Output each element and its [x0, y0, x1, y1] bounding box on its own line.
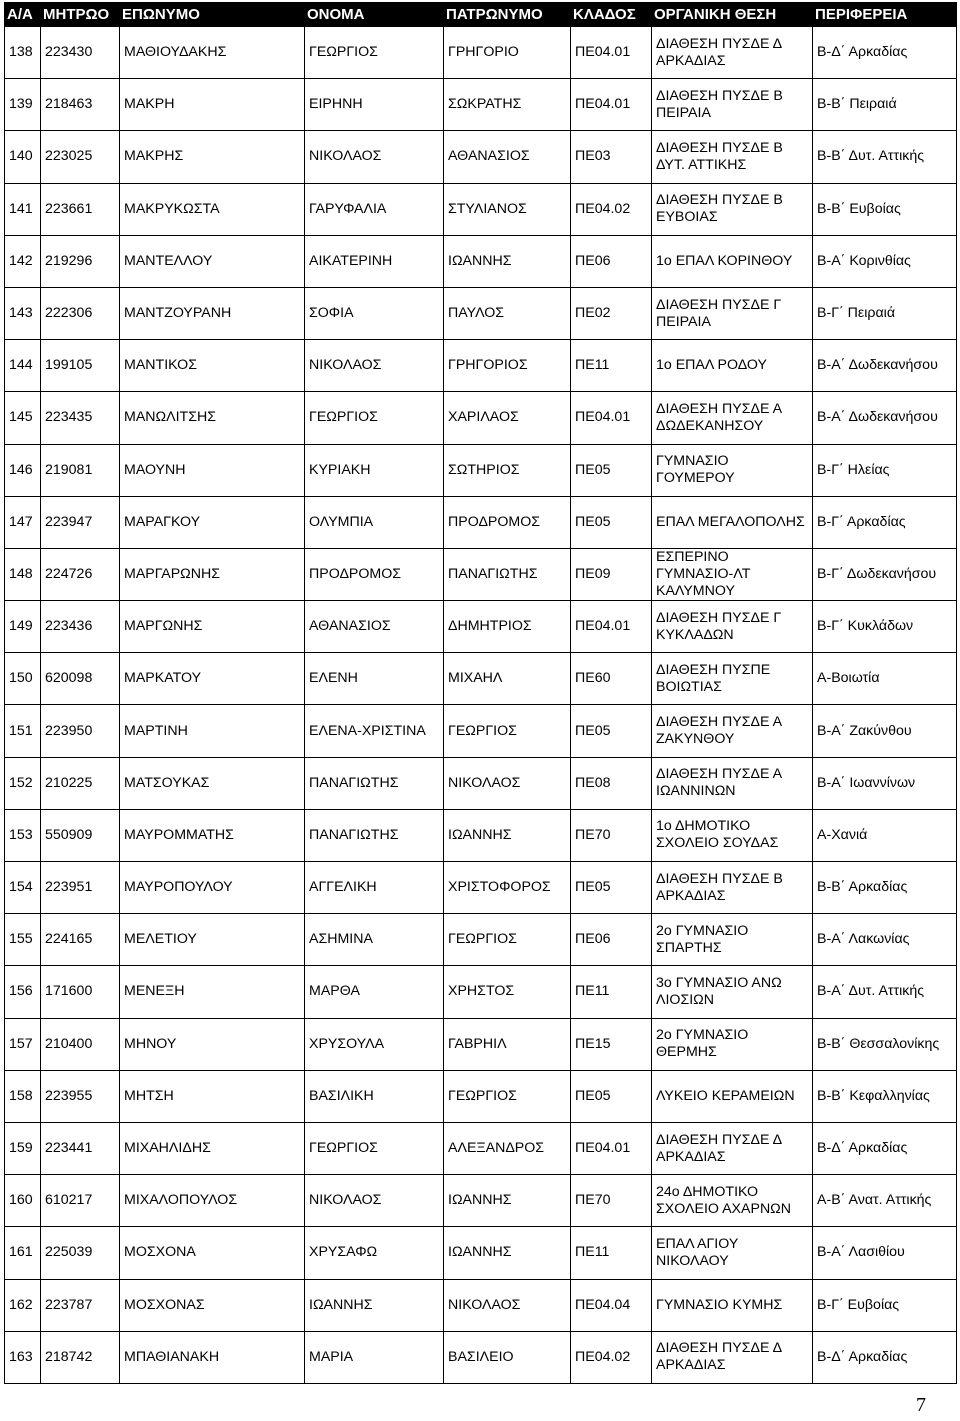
region-cell: Β-Β΄ Θεσσαλονίκης: [813, 1018, 957, 1070]
organic-position-cell: 2ο ΓΥΜΝΑΣΙΟ ΣΠΑΡΤΗΣ: [652, 914, 813, 966]
specialty-cell: ΠΕ05: [571, 444, 652, 496]
surname-cell: ΜΙΧΑΗΛΙΔΗΣ: [120, 1122, 305, 1174]
specialty-cell: ΠΕ05: [571, 1070, 652, 1122]
first-name-cell: ΕΛΕΝΗ: [305, 653, 444, 705]
father-name-cell: ΙΩΑΝΝΗΣ: [444, 235, 571, 287]
organic-position-cell: ΔΙΑΘΕΣΗ ΠΥΣΔΕ Β ΕΥΒΟΙΑΣ: [652, 183, 813, 235]
organic-position-cell: ΔΙΑΘΕΣΗ ΠΥΣΔΕ Β ΑΡΚΑΔΙΑΣ: [652, 862, 813, 914]
organic-position-cell: ΔΙΑΘΕΣΗ ΠΥΣΔΕ Β ΔΥΤ. ΑΤΤΙΚΗΣ: [652, 131, 813, 183]
first-name-cell: ΠΡΟΔΡΟΜΟΣ: [305, 548, 444, 600]
organic-position-cell: ΔΙΑΘΕΣΗ ΠΥΣΔΕ Α ΖΑΚΥΝΘΟΥ: [652, 705, 813, 757]
father-name-cell: ΧΑΡΙΛΑΟΣ: [444, 392, 571, 444]
row-number-cell: 157: [5, 1018, 41, 1070]
father-name-cell: ΣΤΥΛΙΑΝΟΣ: [444, 183, 571, 235]
registry-number-cell: 222306: [41, 287, 120, 339]
registry-number-cell: 550909: [41, 809, 120, 861]
father-name-cell: ΓΡΗΓΟΡΙΟ: [444, 27, 571, 79]
row-number-cell: 155: [5, 914, 41, 966]
surname-cell: ΜΑΟΥΝΗ: [120, 444, 305, 496]
region-cell: Β-Β΄ Αρκαδίας: [813, 862, 957, 914]
organic-position-cell: 1ο ΕΠΑΛ ΡΟΔΟΥ: [652, 340, 813, 392]
specialty-cell: ΠΕ70: [571, 1175, 652, 1227]
table-row: [5, 1227, 957, 1279]
row-number-cell: 141: [5, 183, 41, 235]
specialty-cell: ΠΕ04.04: [571, 1279, 652, 1331]
registry-number-cell: 224165: [41, 914, 120, 966]
surname-cell: ΜΕΛΕΤΙΟΥ: [120, 914, 305, 966]
father-name-cell: ΣΩΤΗΡΙΟΣ: [444, 444, 571, 496]
organic-position-cell: 1ο ΕΠΑΛ ΚΟΡΙΝΘΟΥ: [652, 235, 813, 287]
region-cell: Β-Α΄ Δυτ. Αττικής: [813, 966, 957, 1018]
surname-cell: ΜΑΥΡΟΠΟΥΛΟΥ: [120, 862, 305, 914]
region-cell: Α-Βοιωτία: [813, 653, 957, 705]
row-number-cell: 149: [5, 601, 41, 653]
father-name-cell: ΧΡΗΣΤΟΣ: [444, 966, 571, 1018]
father-name-cell: ΙΩΑΝΝΗΣ: [444, 1227, 571, 1279]
surname-cell: ΜΑΘΙΟΥΔΑΚΗΣ: [120, 27, 305, 79]
row-number-cell: 153: [5, 809, 41, 861]
specialty-cell: ΠΕ04.02: [571, 1331, 652, 1383]
specialty-cell: ΠΕ11: [571, 966, 652, 1018]
surname-cell: ΜΑΝΩΛΙΤΣΗΣ: [120, 392, 305, 444]
registry-number-cell: 223661: [41, 183, 120, 235]
first-name-cell: ΟΛΥΜΠΙΑ: [305, 496, 444, 548]
father-name-cell: ΠΡΟΔΡΟΜΟΣ: [444, 496, 571, 548]
row-number-cell: 156: [5, 966, 41, 1018]
registry-number-cell: 223435: [41, 392, 120, 444]
registry-number-cell: 171600: [41, 966, 120, 1018]
father-name-cell: ΓΑΒΡΗΙΛ: [444, 1018, 571, 1070]
surname-cell: ΜΗΤΣΗ: [120, 1070, 305, 1122]
table-row: [5, 914, 957, 966]
first-name-cell: ΜΑΡΙΑ: [305, 1331, 444, 1383]
organic-position-cell: ΔΙΑΘΕΣΗ ΠΥΣΔΕ Γ ΠΕΙΡΑΙΑ: [652, 287, 813, 339]
column-header: ΟΝΟΜΑ: [305, 2, 444, 27]
surname-cell: ΜΑΚΡΥΚΩΣΤΑ: [120, 183, 305, 235]
surname-cell: ΜΑΚΡΗ: [120, 79, 305, 131]
registry-number-cell: 224726: [41, 548, 120, 600]
surname-cell: ΜΕΝΕΞΗ: [120, 966, 305, 1018]
organic-position-cell: ΓΥΜΝΑΣΙΟ ΚΥΜΗΣ: [652, 1279, 813, 1331]
first-name-cell: ΝΙΚΟΛΑΟΣ: [305, 131, 444, 183]
organic-position-cell: ΕΣΠΕΡΙΝΟ ΓΥΜΝΑΣΙΟ-ΛΤ ΚΑΛΥΜΝΟΥ: [652, 548, 813, 600]
table-row: [5, 1279, 957, 1331]
first-name-cell: ΓΕΩΡΓΙΟΣ: [305, 392, 444, 444]
father-name-cell: ΔΗΜΗΤΡΙΟΣ: [444, 601, 571, 653]
registry-number-cell: 620098: [41, 653, 120, 705]
row-number-cell: 140: [5, 131, 41, 183]
region-cell: Β-Δ΄ Αρκαδίας: [813, 1331, 957, 1383]
first-name-cell: ΚΥΡΙΑΚΗ: [305, 444, 444, 496]
registry-number-cell: 223950: [41, 705, 120, 757]
specialty-cell: ΠΕ05: [571, 496, 652, 548]
first-name-cell: ΑΙΚΑΤΕΡΙΝΗ: [305, 235, 444, 287]
specialty-cell: ΠΕ02: [571, 287, 652, 339]
region-cell: Β-Α΄ Ιωαννίνων: [813, 757, 957, 809]
table-row: [5, 809, 957, 861]
specialty-cell: ΠΕ11: [571, 340, 652, 392]
table-row: [5, 131, 957, 183]
table-row: [5, 653, 957, 705]
surname-cell: ΜΑΤΣΟΥΚΑΣ: [120, 757, 305, 809]
table-row: [5, 1175, 957, 1227]
first-name-cell: ΜΑΡΘΑ: [305, 966, 444, 1018]
specialty-cell: ΠΕ04.02: [571, 183, 652, 235]
organic-position-cell: ΔΙΑΘΕΣΗ ΠΥΣΔΕ Α ΔΩΔΕΚΑΝΗΣΟΥ: [652, 392, 813, 444]
table-row: [5, 340, 957, 392]
table-row: [5, 1070, 957, 1122]
registry-number-cell: 219081: [41, 444, 120, 496]
region-cell: Β-Β΄ Κεφαλληνίας: [813, 1070, 957, 1122]
column-header: ΠΑΤΡΩΝΥΜΟ: [444, 2, 571, 27]
surname-cell: ΜΙΧΑΛΟΠΟΥΛΟΣ: [120, 1175, 305, 1227]
row-number-cell: 160: [5, 1175, 41, 1227]
specialty-cell: ΠΕ09: [571, 548, 652, 600]
surname-cell: ΜΑΝΤΖΟΥΡΑΝΗ: [120, 287, 305, 339]
region-cell: Β-Α΄ Ζακύνθου: [813, 705, 957, 757]
table-row: [5, 548, 957, 600]
first-name-cell: ΓΕΩΡΓΙΟΣ: [305, 27, 444, 79]
column-header: Α/Α: [5, 2, 41, 27]
registry-number-cell: 210400: [41, 1018, 120, 1070]
column-header: ΟΡΓΑΝΙΚΗ ΘΕΣΗ: [652, 2, 813, 27]
table-row: [5, 183, 957, 235]
first-name-cell: ΓΑΡΥΦΑΛΙΑ: [305, 183, 444, 235]
row-number-cell: 139: [5, 79, 41, 131]
registry-number-cell: 223947: [41, 496, 120, 548]
region-cell: Β-Γ΄ Αρκαδίας: [813, 496, 957, 548]
first-name-cell: ΝΙΚΟΛΑΟΣ: [305, 340, 444, 392]
region-cell: Β-Α΄ Δωδεκανήσου: [813, 392, 957, 444]
first-name-cell: ΑΘΑΝΑΣΙΟΣ: [305, 601, 444, 653]
row-number-cell: 161: [5, 1227, 41, 1279]
specialty-cell: ΠΕ08: [571, 757, 652, 809]
region-cell: Β-Β΄ Ευβοίας: [813, 183, 957, 235]
organic-position-cell: ΔΙΑΘΕΣΗ ΠΥΣΔΕ Β ΠΕΙΡΑΙΑ: [652, 79, 813, 131]
first-name-cell: ΙΩΑΝΝΗΣ: [305, 1279, 444, 1331]
region-cell: Β-Α΄ Λασιθίου: [813, 1227, 957, 1279]
row-number-cell: 148: [5, 548, 41, 600]
first-name-cell: ΧΡΥΣΟΥΛΑ: [305, 1018, 444, 1070]
surname-cell: ΜΟΣΧΟΝΑΣ: [120, 1279, 305, 1331]
column-header: ΚΛΑΔΟΣ: [571, 2, 652, 27]
father-name-cell: ΠΑΝΑΓΙΩΤΗΣ: [444, 548, 571, 600]
organic-position-cell: ΔΙΑΘΕΣΗ ΠΥΣΔΕ Δ ΑΡΚΑΔΙΑΣ: [652, 27, 813, 79]
region-cell: Β-Β΄ Δυτ. Αττικής: [813, 131, 957, 183]
table-row: [5, 705, 957, 757]
row-number-cell: 146: [5, 444, 41, 496]
specialty-cell: ΠΕ05: [571, 862, 652, 914]
table-row: [5, 1331, 957, 1383]
surname-cell: ΜΑΡΓΩΝΗΣ: [120, 601, 305, 653]
first-name-cell: ΕΛΕΝΑ-ΧΡΙΣΤΙΝΑ: [305, 705, 444, 757]
organic-position-cell: ΔΙΑΘΕΣΗ ΠΥΣΔΕ Α ΙΩΑΝΝΙΝΩΝ: [652, 757, 813, 809]
first-name-cell: ΠΑΝΑΓΙΩΤΗΣ: [305, 809, 444, 861]
registry-number-cell: 610217: [41, 1175, 120, 1227]
column-header: ΕΠΩΝΥΜΟ: [120, 2, 305, 27]
registry-number-cell: 223441: [41, 1122, 120, 1174]
father-name-cell: ΣΩΚΡΑΤΗΣ: [444, 79, 571, 131]
page-number: 7: [916, 1394, 926, 1416]
region-cell: Β-Α΄ Δωδεκανήσου: [813, 340, 957, 392]
organic-position-cell: ΛΥΚΕΙΟ ΚΕΡΑΜΕΙΩΝ: [652, 1070, 813, 1122]
surname-cell: ΜΠΑΘΙΑΝΑΚΗ: [120, 1331, 305, 1383]
first-name-cell: ΕΙΡΗΝΗ: [305, 79, 444, 131]
table-row: [5, 496, 957, 548]
organic-position-cell: 3ο ΓΥΜΝΑΣΙΟ ΑΝΩ ΛΙΟΣΙΩΝ: [652, 966, 813, 1018]
row-number-cell: 152: [5, 757, 41, 809]
specialty-cell: ΠΕ04.01: [571, 601, 652, 653]
row-number-cell: 138: [5, 27, 41, 79]
column-header: ΠΕΡΙΦΕΡΕΙΑ: [813, 2, 957, 27]
father-name-cell: ΠΑΥΛΟΣ: [444, 287, 571, 339]
table-row: [5, 392, 957, 444]
specialty-cell: ΠΕ15: [571, 1018, 652, 1070]
surname-cell: ΜΗΝΟΥ: [120, 1018, 305, 1070]
registry-number-cell: 219296: [41, 235, 120, 287]
region-cell: Β-Γ΄ Ηλείας: [813, 444, 957, 496]
region-cell: Β-Δ΄ Αρκαδίας: [813, 1122, 957, 1174]
registry-number-cell: 210225: [41, 757, 120, 809]
first-name-cell: ΝΙΚΟΛΑΟΣ: [305, 1175, 444, 1227]
column-header: ΜΗΤΡΩΟ: [41, 2, 120, 27]
father-name-cell: ΑΘΑΝΑΣΙΟΣ: [444, 131, 571, 183]
organic-position-cell: ΔΙΑΘΕΣΗ ΠΥΣΔΕ Γ ΚΥΚΛΑΔΩΝ: [652, 601, 813, 653]
row-number-cell: 163: [5, 1331, 41, 1383]
region-cell: Β-Γ΄ Ευβοίας: [813, 1279, 957, 1331]
father-name-cell: ΝΙΚΟΛΑΟΣ: [444, 1279, 571, 1331]
table-row: [5, 235, 957, 287]
row-number-cell: 159: [5, 1122, 41, 1174]
first-name-cell: ΑΓΓΕΛΙΚΗ: [305, 862, 444, 914]
table-row: [5, 757, 957, 809]
specialty-cell: ΠΕ70: [571, 809, 652, 861]
specialty-cell: ΠΕ06: [571, 235, 652, 287]
organic-position-cell: ΔΙΑΘΕΣΗ ΠΥΣΠΕ ΒΟΙΩΤΙΑΣ: [652, 653, 813, 705]
first-name-cell: ΠΑΝΑΓΙΩΤΗΣ: [305, 757, 444, 809]
surname-cell: ΜΑΝΤΙΚΟΣ: [120, 340, 305, 392]
organic-position-cell: 2ο ΓΥΜΝΑΣΙΟ ΘΕΡΜΗΣ: [652, 1018, 813, 1070]
specialty-cell: ΠΕ06: [571, 914, 652, 966]
father-name-cell: ΙΩΑΝΝΗΣ: [444, 809, 571, 861]
father-name-cell: ΓΕΩΡΓΙΟΣ: [444, 914, 571, 966]
organic-position-cell: 24ο ΔΗΜΟΤΙΚΟ ΣΧΟΛΕΙΟ ΑΧΑΡΝΩΝ: [652, 1175, 813, 1227]
father-name-cell: ΝΙΚΟΛΑΟΣ: [444, 757, 571, 809]
first-name-cell: ΣΟΦΙΑ: [305, 287, 444, 339]
registry-number-cell: 223787: [41, 1279, 120, 1331]
organic-position-cell: 1ο ΔΗΜΟΤΙΚΟ ΣΧΟΛΕΙΟ ΣΟΥΔΑΣ: [652, 809, 813, 861]
row-number-cell: 162: [5, 1279, 41, 1331]
specialty-cell: ΠΕ05: [571, 705, 652, 757]
specialty-cell: ΠΕ11: [571, 1227, 652, 1279]
organic-position-cell: ΕΠΑΛ ΑΓΙΟΥ ΝΙΚΟΛΑΟΥ: [652, 1227, 813, 1279]
region-cell: Β-Γ΄ Πειραιά: [813, 287, 957, 339]
organic-position-cell: ΓΥΜΝΑΣΙΟ ΓΟΥΜΕΡΟΥ: [652, 444, 813, 496]
specialty-cell: ΠΕ04.01: [571, 27, 652, 79]
table-row: [5, 444, 957, 496]
region-cell: Α-Β΄ Ανατ. Αττικής: [813, 1175, 957, 1227]
table-row: [5, 27, 957, 79]
surname-cell: ΜΑΡΚΑΤΟΥ: [120, 653, 305, 705]
row-number-cell: 151: [5, 705, 41, 757]
registry-number-cell: 223951: [41, 862, 120, 914]
teachers-table: [4, 2, 957, 1384]
organic-position-cell: ΕΠΑΛ ΜΕΓΑΛΟΠΟΛΗΣ: [652, 496, 813, 548]
surname-cell: ΜΑΡΓΑΡΩΝΗΣ: [120, 548, 305, 600]
father-name-cell: ΓΡΗΓΟΡΙΟΣ: [444, 340, 571, 392]
specialty-cell: ΠΕ60: [571, 653, 652, 705]
row-number-cell: 154: [5, 862, 41, 914]
first-name-cell: ΒΑΣΙΛΙΚΗ: [305, 1070, 444, 1122]
registry-number-cell: 223436: [41, 601, 120, 653]
table-header-row: [5, 2, 957, 27]
registry-number-cell: 199105: [41, 340, 120, 392]
region-cell: Β-Β΄ Πειραιά: [813, 79, 957, 131]
first-name-cell: ΓΕΩΡΓΙΟΣ: [305, 1122, 444, 1174]
surname-cell: ΜΑΚΡΗΣ: [120, 131, 305, 183]
region-cell: Β-Δ΄ Αρκαδίας: [813, 27, 957, 79]
row-number-cell: 142: [5, 235, 41, 287]
father-name-cell: ΓΕΩΡΓΙΟΣ: [444, 705, 571, 757]
registry-number-cell: 223955: [41, 1070, 120, 1122]
region-cell: Β-Γ΄ Δωδεκανήσου: [813, 548, 957, 600]
surname-cell: ΜΑΝΤΕΛΛΟΥ: [120, 235, 305, 287]
registry-number-cell: 223025: [41, 131, 120, 183]
specialty-cell: ΠΕ04.01: [571, 392, 652, 444]
specialty-cell: ΠΕ04.01: [571, 1122, 652, 1174]
father-name-cell: ΙΩΑΝΝΗΣ: [444, 1175, 571, 1227]
row-number-cell: 143: [5, 287, 41, 339]
father-name-cell: ΧΡΙΣΤΟΦΟΡΟΣ: [444, 862, 571, 914]
table-row: [5, 287, 957, 339]
specialty-cell: ΠΕ04.01: [571, 79, 652, 131]
table-row: [5, 862, 957, 914]
surname-cell: ΜΑΡΤΙΝΗ: [120, 705, 305, 757]
table-row: [5, 1018, 957, 1070]
father-name-cell: ΓΕΩΡΓΙΟΣ: [444, 1070, 571, 1122]
first-name-cell: ΑΣΗΜΙΝΑ: [305, 914, 444, 966]
first-name-cell: ΧΡΥΣΑΦΩ: [305, 1227, 444, 1279]
registry-number-cell: 223430: [41, 27, 120, 79]
table-body: [5, 27, 957, 1384]
region-cell: Β-Α΄ Κορινθίας: [813, 235, 957, 287]
registry-number-cell: 218463: [41, 79, 120, 131]
table-row: [5, 966, 957, 1018]
surname-cell: ΜΑΡΑΓΚΟΥ: [120, 496, 305, 548]
surname-cell: ΜΟΣΧΟΝΑ: [120, 1227, 305, 1279]
specialty-cell: ΠΕ03: [571, 131, 652, 183]
row-number-cell: 144: [5, 340, 41, 392]
table-row: [5, 79, 957, 131]
surname-cell: ΜΑΥΡΟΜΜΑΤΗΣ: [120, 809, 305, 861]
father-name-cell: ΜΙΧΑΗΛ: [444, 653, 571, 705]
registry-number-cell: 218742: [41, 1331, 120, 1383]
region-cell: Α-Χανιά: [813, 809, 957, 861]
father-name-cell: ΒΑΣΙΛΕΙΟ: [444, 1331, 571, 1383]
father-name-cell: ΑΛΕΞΑΝΔΡΟΣ: [444, 1122, 571, 1174]
region-cell: Β-Γ΄ Κυκλάδων: [813, 601, 957, 653]
row-number-cell: 150: [5, 653, 41, 705]
region-cell: Β-Α΄ Λακωνίας: [813, 914, 957, 966]
row-number-cell: 147: [5, 496, 41, 548]
table-row: [5, 601, 957, 653]
organic-position-cell: ΔΙΑΘΕΣΗ ΠΥΣΔΕ Δ ΑΡΚΑΔΙΑΣ: [652, 1331, 813, 1383]
registry-number-cell: 225039: [41, 1227, 120, 1279]
organic-position-cell: ΔΙΑΘΕΣΗ ΠΥΣΔΕ Δ ΑΡΚΑΔΙΑΣ: [652, 1122, 813, 1174]
table-row: [5, 1122, 957, 1174]
row-number-cell: 145: [5, 392, 41, 444]
row-number-cell: 158: [5, 1070, 41, 1122]
